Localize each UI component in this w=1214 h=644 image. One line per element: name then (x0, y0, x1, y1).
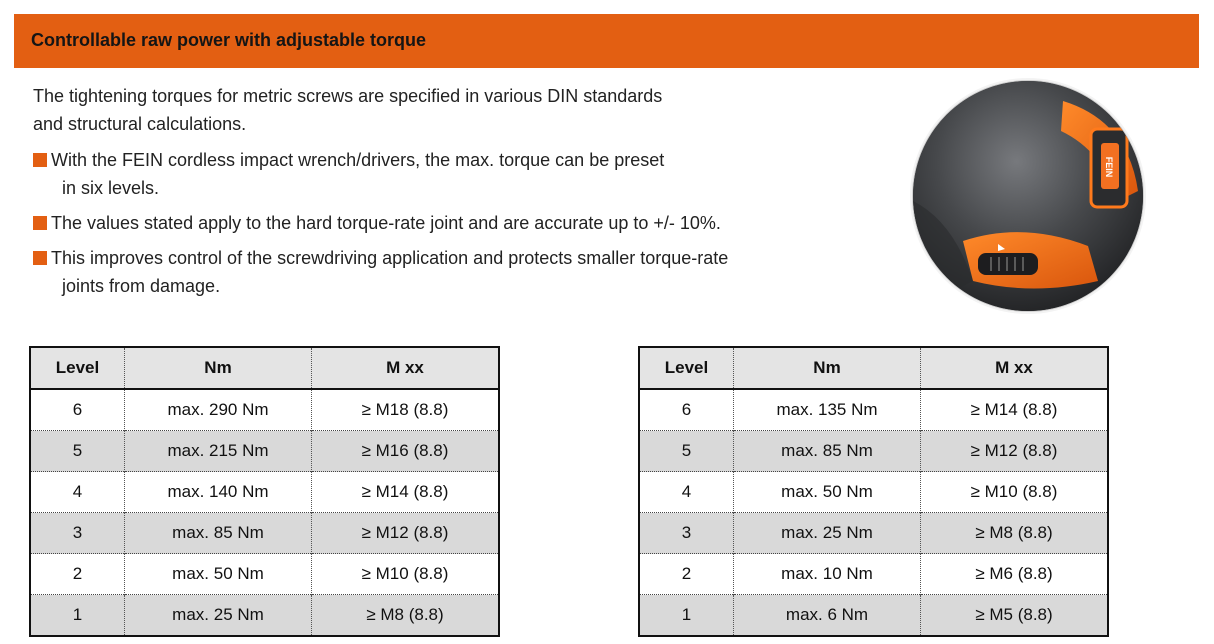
level-cell: 1 (639, 595, 734, 637)
level-cell: 3 (639, 513, 734, 554)
section-header (14, 14, 1199, 68)
bullet-text-continued: joints from damage. (62, 276, 221, 296)
section-title: Controllable raw power with adjustable torque (31, 30, 427, 50)
table-row (639, 431, 1108, 472)
nm-cell: max. 25 Nm (125, 595, 312, 637)
nm-cell: max. 290 Nm (125, 389, 312, 431)
nm-cell: max. 6 Nm (734, 595, 921, 637)
nm-cell: max. 85 Nm (125, 513, 312, 554)
nm-cell: max. 10 Nm (734, 554, 921, 595)
nm-cell: max. 85 Nm (734, 431, 921, 472)
screw-size-cell: ≥ M16 (8.8) (312, 431, 500, 472)
impact-wrench-photo (912, 80, 1144, 312)
nm-cell: max. 215 Nm (125, 431, 312, 472)
nm-cell: max. 50 Nm (125, 554, 312, 595)
impact-wrench-illustration (913, 81, 1143, 311)
column-header-nm: Nm (734, 347, 921, 389)
brand-logo-icon: FEIN (1104, 156, 1114, 178)
bullet-item (33, 209, 823, 237)
level-cell: 6 (30, 389, 125, 431)
bullet-square-icon (33, 216, 47, 230)
column-header-mxx: M xx (921, 347, 1109, 389)
screw-size-cell: ≥ M10 (8.8) (312, 554, 500, 595)
nm-cell: max. 140 Nm (125, 472, 312, 513)
table-row (30, 389, 499, 431)
table-row (30, 554, 499, 595)
screw-size-cell: ≥ M12 (8.8) (312, 513, 500, 554)
screw-size-cell: ≥ M10 (8.8) (921, 472, 1109, 513)
bullet-text: This improves control of the screwdriving application and protects smaller torque-rate (51, 248, 729, 268)
screw-size-cell: ≥ M12 (8.8) (921, 431, 1109, 472)
intro-line-2: and structural calculations. (33, 114, 247, 134)
level-cell: 4 (30, 472, 125, 513)
screw-size-cell: ≥ M8 (8.8) (921, 513, 1109, 554)
column-header-nm: Nm (125, 347, 312, 389)
torque-table-2 (638, 346, 1109, 637)
level-cell: 2 (30, 554, 125, 595)
table-row (639, 389, 1108, 431)
table-header-row (639, 347, 1108, 389)
intro-line-1: The tightening torques for metric screws are specified in various DIN standards (33, 86, 663, 106)
nm-cell: max. 135 Nm (734, 389, 921, 431)
bullet-square-icon (33, 153, 47, 167)
table-row (30, 431, 499, 472)
level-cell: 2 (639, 554, 734, 595)
table-row (30, 595, 499, 637)
bullet-text-continued: in six levels. (62, 178, 160, 198)
torque-table-1 (29, 346, 500, 637)
screw-size-cell: ≥ M18 (8.8) (312, 389, 500, 431)
screw-size-cell: ≥ M5 (8.8) (921, 595, 1109, 637)
table-row (639, 595, 1108, 637)
screw-size-cell: ≥ M14 (8.8) (921, 389, 1109, 431)
screw-size-cell: ≥ M6 (8.8) (921, 554, 1109, 595)
level-cell: 5 (639, 431, 734, 472)
bullet-square-icon (33, 251, 47, 265)
screw-size-cell: ≥ M14 (8.8) (312, 472, 500, 513)
nm-cell: max. 50 Nm (734, 472, 921, 513)
screw-size-cell: ≥ M8 (8.8) (312, 595, 500, 637)
table-row (30, 513, 499, 554)
level-cell: 1 (30, 595, 125, 637)
bullet-item (33, 244, 823, 300)
bullet-text: With the FEIN cordless impact wrench/drivers, the max. torque can be preset (51, 150, 665, 170)
bullet-item (33, 146, 823, 202)
level-cell: 3 (30, 513, 125, 554)
table-row (639, 554, 1108, 595)
column-header-mxx: M xx (312, 347, 500, 389)
table-header-row (30, 347, 499, 389)
table-row (639, 472, 1108, 513)
level-cell: 6 (639, 389, 734, 431)
column-header-level: Level (639, 347, 734, 389)
intro-text (33, 82, 753, 138)
bullet-text: The values stated apply to the hard torque-rate joint and are accurate up to +/- 10%. (51, 213, 721, 233)
table-row (30, 472, 499, 513)
nm-cell: max. 25 Nm (734, 513, 921, 554)
level-cell: 4 (639, 472, 734, 513)
bullet-list (33, 146, 823, 307)
table-row (639, 513, 1108, 554)
level-cell: 5 (30, 431, 125, 472)
column-header-level: Level (30, 347, 125, 389)
